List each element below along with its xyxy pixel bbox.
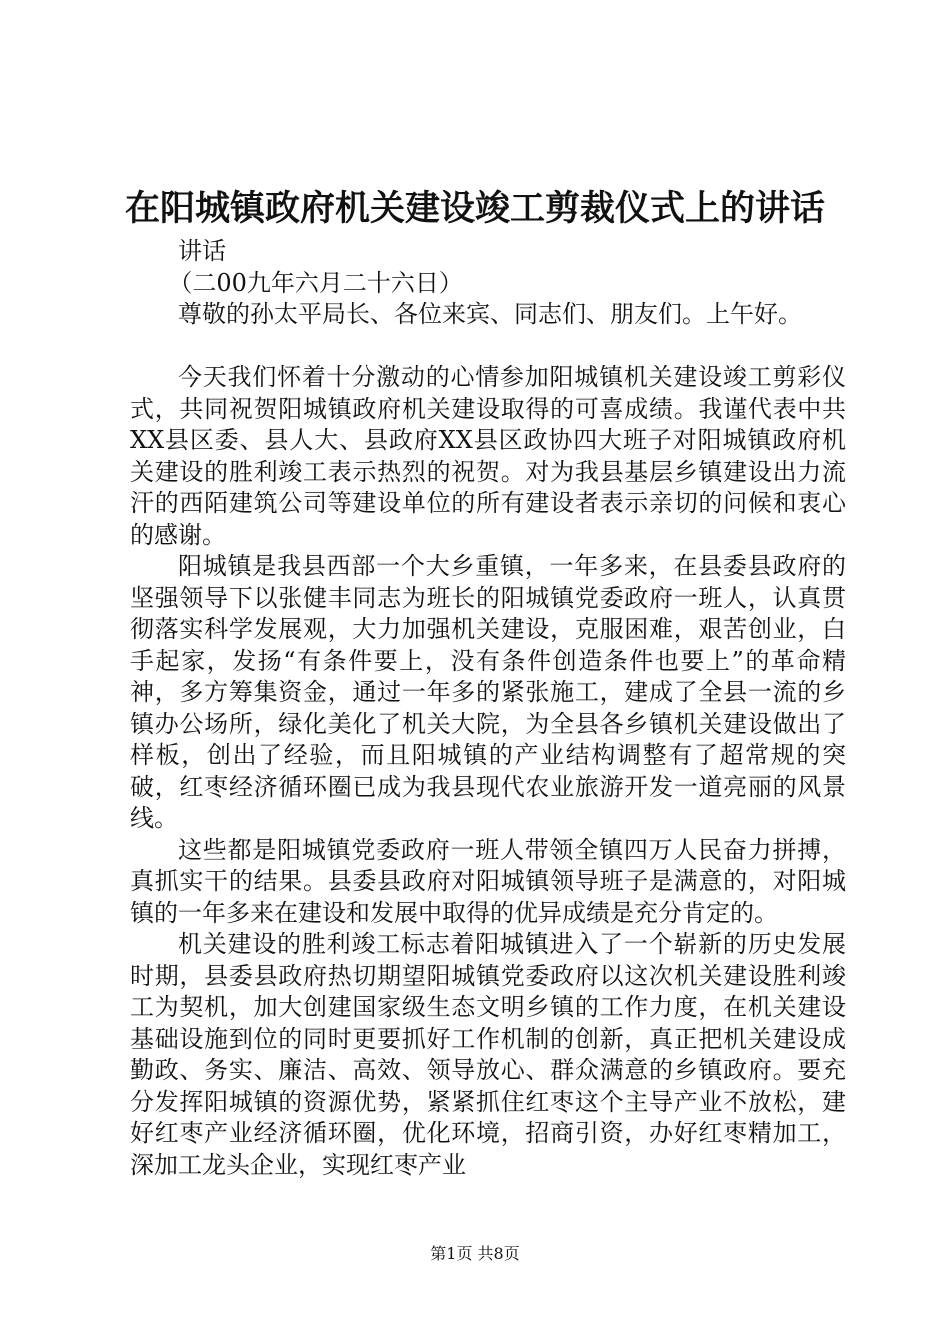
page-footer: 第1页 共8页	[430, 1244, 520, 1263]
body-paragraph: 机关建设的胜利竣工标志着阳城镇进入了一个崭新的历史发展时期，县委县政府热切期望阳城镇党委政府以这次机关建设胜利竣工为契机，加大创建国家级生态文明乡镇的工作力度，在机关建设基础设施到位的同时更要抓好工作机制的创新，真正把机关建设成勤政、务实、廉洁、高效、领导放心、群众满意的乡镇政府。要充分发挥阳城镇的资源优势，紧紧抓住红枣这个主导产业不放松，建好红枣产业经济循环圈，优化环境，招商引资，办好红枣精加工，深加工龙头企业，实现红枣产业	[130, 930, 846, 1179]
document-title: 在阳城镇政府机关建设竣工剪裁仪式上的讲话	[124, 188, 825, 229]
body-paragraph: 这些都是阳城镇党委政府一班人带领全镇四万人民奋力拼搏，真抓实干的结果。县委县政府对阳城镇领导班子是满意的，对阳城镇的一年多来在建设和发展中取得的优异成绩是充分肯定的。	[130, 835, 846, 927]
speech-label: 讲话	[178, 237, 226, 265]
paragraph-spacer	[130, 331, 846, 363]
body-paragraph: 阳城镇是我县西部一个大乡重镇，一年多来，在县委县政府的坚强领导下以张健丰同志为班长的阳城镇党委政府一班人，认真贯彻落实科学发展观，大力加强机关建设，克服困难，艰苦创业，白手起家，发扬“有条件要上，没有条件创造条件也要上”的革命精神，多方筹集资金，通过一年多的紧张施工，建成了全县一流的乡镇办公场所，绿化美化了机关大院，为全县各乡镇机关建设做出了样板，创出了经验，而且阳城镇的产业结构调整有了超常规的突破，红枣经济循环圈已成为我县现代农业旅游开发一道亮丽的风景线。	[130, 552, 846, 832]
greeting-line: 尊敬的孙太平局长、各位来宾、同志们、朋友们。上午好。	[178, 300, 802, 328]
body-paragraph: 今天我们怀着十分激动的心情参加阳城镇机关建设竣工剪彩仪式，共同祝贺阳城镇政府机关建设取得的可喜成绩。我谨代表中共XX县区委、县人大、县政府XX县区政协四大班子对阳城镇政府机关建设的胜利竣工表示热烈的祝贺。对为我县基层乡镇建设出力流汗的西陌建筑公司等建设单位的所有建设者表示亲切的问候和衷心的感谢。	[130, 363, 846, 549]
speech-date: （二00九年六月二十六日）	[168, 268, 463, 297]
document-body	[130, 236, 846, 1181]
